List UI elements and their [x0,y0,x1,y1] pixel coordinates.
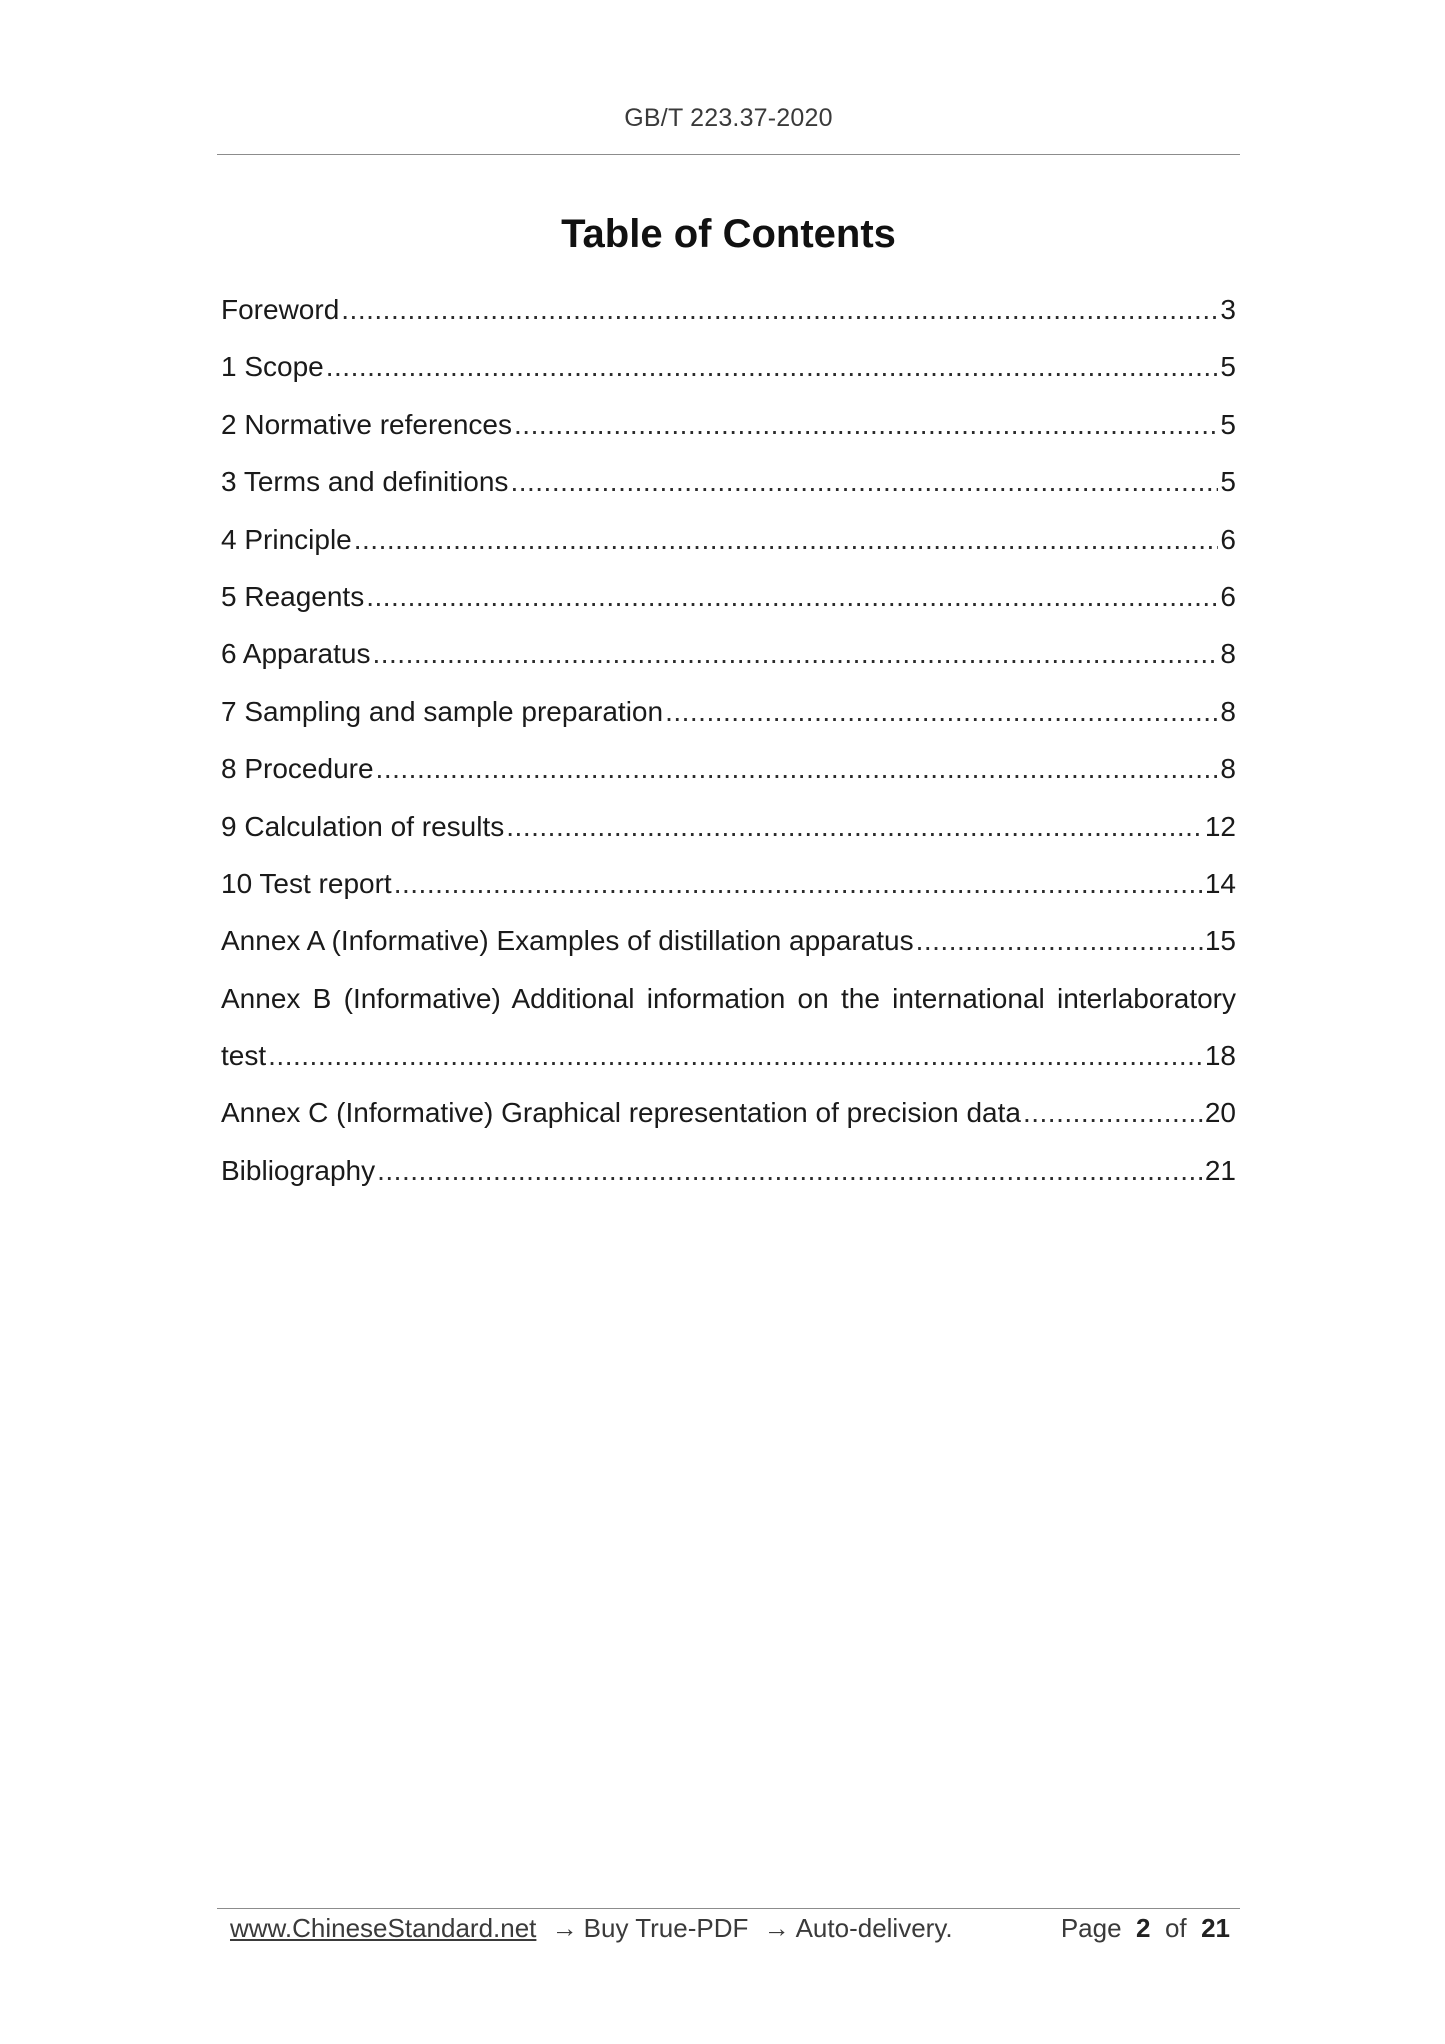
toc-dot-leader [510,453,1218,510]
page-title: Table of Contents [561,212,896,256]
toc-entry-label: Foreword [221,294,340,325]
toc-entry-label: 9 Calculation of results [221,810,505,842]
toc-entry-page: 3 [1220,294,1236,325]
toc-entry-label: 3 Terms and definitions [221,466,509,498]
toc-entry-label: 5 Reagents [221,580,365,612]
toc-entry-apparatus[interactable] [221,625,1236,682]
site-link[interactable]: www.ChineseStandard.net [230,1913,537,1943]
toc-entry-test-report[interactable] [221,855,1236,912]
toc-entry-sampling[interactable] [221,683,1236,740]
toc-entry-label: 2 Normative references [221,408,513,440]
toc-entry-page: 8 [1220,753,1236,785]
toc-entry-annex-b-line2[interactable] [221,1027,1236,1084]
current-page-number: 2 [1136,1913,1151,1943]
toc-entry-annex-c[interactable] [221,1084,1236,1141]
toc-entry-normative-references[interactable] [221,396,1236,453]
toc-entry-annex-a[interactable] [221,912,1236,969]
toc-entry-page: 8 [1220,695,1236,727]
toc-entry-label: 6 Apparatus [221,638,371,670]
toc-dot-leader [326,338,1219,395]
toc-entry-foreword[interactable] [221,281,1236,338]
toc-entry-label: Annex C (Informative) Graphical representation of precision data [221,1097,1021,1129]
toc-entry-label: 4 Principle [221,523,352,555]
page-number [1061,1908,1230,1948]
toc-entry-page: 6 [1220,523,1236,555]
toc-entry-page: 15 [1204,925,1236,957]
toc-entry-label: 7 Sampling and sample preparation [221,695,664,727]
toc-dot-leader [514,396,1218,453]
toc-entry-label: 1 Scope [221,351,324,383]
toc-entry-page: 14 [1204,867,1236,899]
toc-entry-calculation-of-results[interactable] [221,798,1236,855]
header-divider [217,154,1240,155]
toc-entry-page: 20 [1204,1097,1236,1129]
toc-entry-page: 21 [1204,1154,1236,1186]
toc-dot-leader [366,568,1218,625]
total-page-number: 21 [1201,1913,1230,1943]
toc-dot-leader [394,855,1203,912]
buy-true-pdf-text: Buy True-PDF [583,1913,749,1943]
page-word: Page [1060,1913,1122,1943]
toc-entry-scope[interactable] [221,338,1236,395]
toc-entry-terms-and-definitions[interactable] [221,453,1236,510]
toc-dot-leader [372,625,1218,682]
auto-delivery-text: Auto-delivery. [795,1913,953,1943]
toc-dot-leader [268,1027,1203,1084]
toc-dot-leader [341,281,1218,338]
toc-entry-label: 8 Procedure [221,753,374,785]
document-code-header: GB/T 223.37-2020 [624,104,833,132]
toc-entry-reagents[interactable] [221,568,1236,625]
toc-entry-label: Bibliography [221,1154,376,1186]
toc-dot-leader [916,912,1203,969]
toc-entry-procedure[interactable] [221,740,1236,797]
toc-entry-page: 5 [1220,466,1236,498]
toc-entry-label: test [221,1040,267,1072]
toc-entry-annex-b-line1[interactable] [221,970,1236,1027]
toc-entry-page: 5 [1220,351,1236,383]
toc-entry-page: 6 [1220,580,1236,612]
toc-entry-page: 18 [1204,1040,1236,1072]
footer-promo [230,1908,953,1948]
toc-entry-page: 12 [1204,810,1236,842]
arrow-right-icon: → [763,1913,790,1943]
toc-dot-leader [377,1142,1203,1199]
toc-entry-label: 10 Test report [221,867,392,899]
toc-entry-principle[interactable] [221,511,1236,568]
toc-dot-leader [665,683,1218,740]
toc-entry-page: 8 [1220,638,1236,670]
toc-entry-label: Annex A (Informative) Examples of distillation apparatus [221,925,914,957]
of-word: of [1164,1913,1187,1943]
page-footer [230,1908,1230,1948]
table-of-contents [221,281,1236,1199]
toc-entry-label: Annex B (Informative) Additional information on the international interlaboratory [221,982,1236,1014]
toc-entry-page: 5 [1220,408,1236,440]
toc-dot-leader [354,511,1219,568]
toc-dot-leader [506,798,1203,855]
arrow-right-icon: → [551,1913,578,1943]
toc-entry-bibliography[interactable] [221,1142,1236,1199]
toc-dot-leader [1023,1084,1203,1141]
toc-dot-leader [376,740,1219,797]
